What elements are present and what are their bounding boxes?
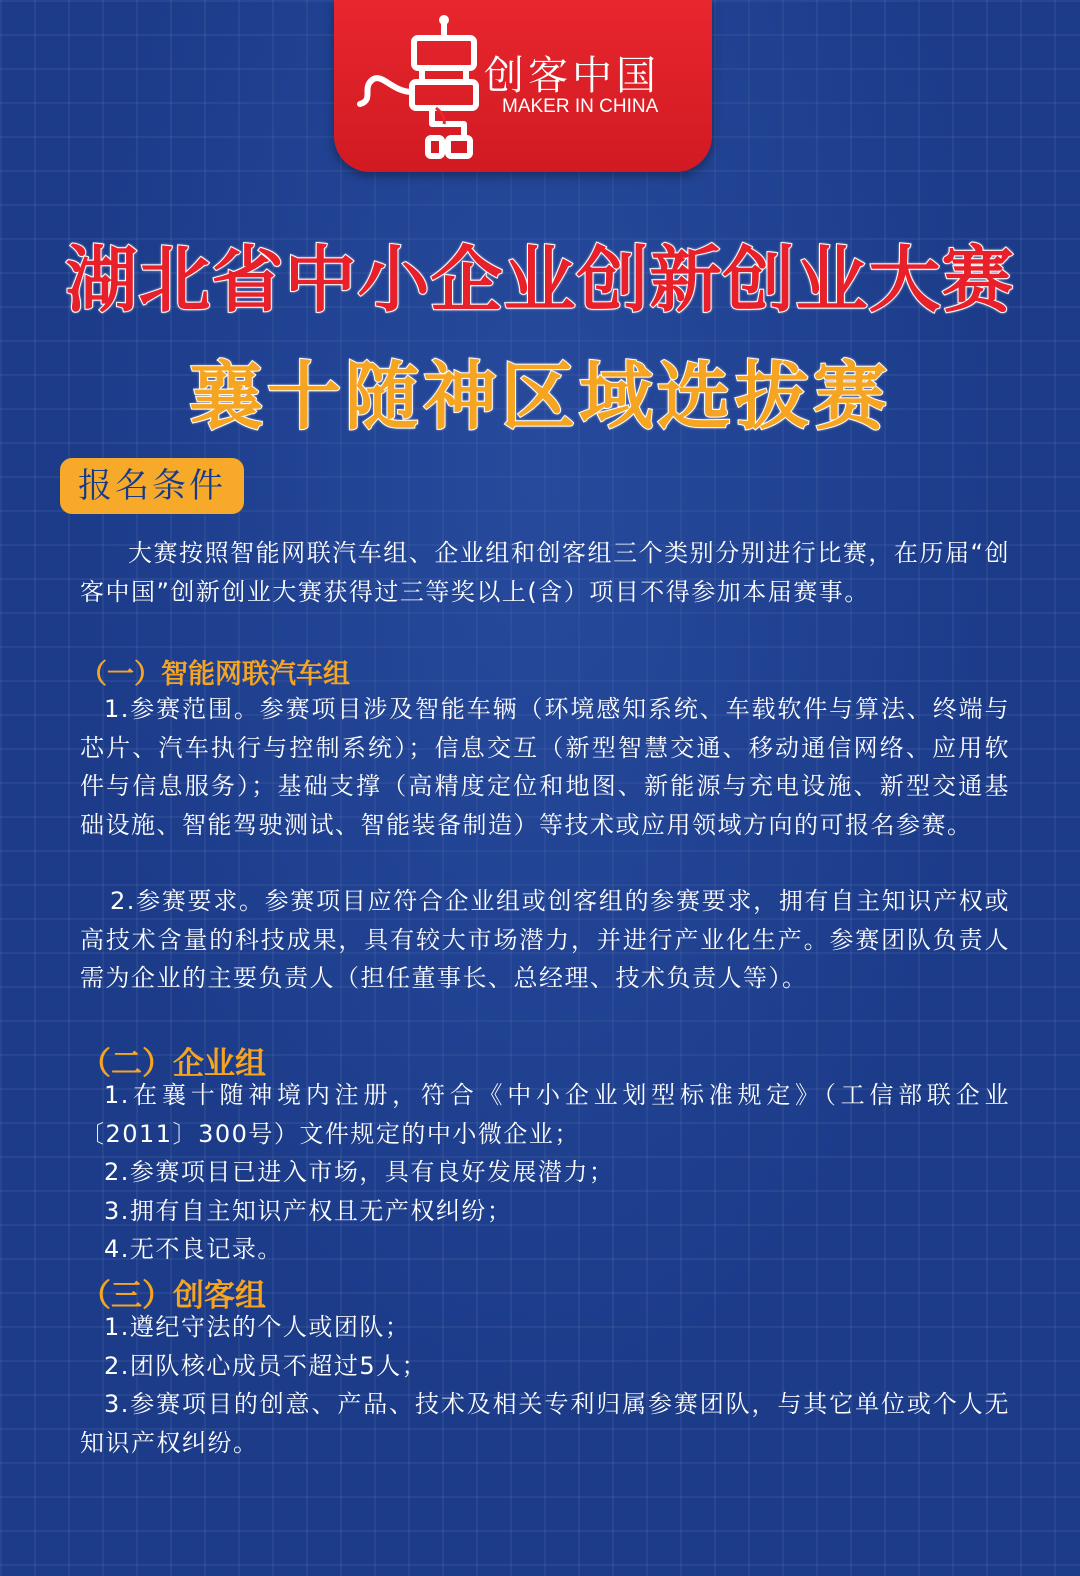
logo-banner (334, 0, 712, 172)
sub-title: 襄十随神区域选拔赛 (189, 354, 891, 440)
section2-item-1: 1.在襄十随神境内注册，符合《中小企业划型标准规定》（工信部联企业〔2011〕300号）文件规定的中小微企业； (80, 1081, 1010, 1148)
section2-item-3: 3.拥有自主知识产权且无产权纠纷； (104, 1197, 513, 1225)
section-heading-2: （二）企业组 (80, 1046, 266, 1082)
section1-item-2: 2.参赛要求。参赛项目应符合企业组或创客组的参赛要求，拥有自主知识产权或高技术含量的科技成果，具有较大市场潜力，并进行产业化生产。参赛团队负责人需为企业的主要负责人（担任董事长、总经理、技术负责人等）。 (80, 887, 1010, 992)
section-badge: 报名条件 (60, 458, 244, 514)
section2-item-4: 4.无不良记录。 (104, 1235, 283, 1263)
section-heading-1: （一）智能网联汽车组 (80, 659, 350, 690)
logo-text-en: MAKER IN CHINA (502, 96, 659, 117)
section2-item-2: 2.参赛项目已进入市场，具有良好发展潜力； (104, 1158, 615, 1186)
section3-item-1: 1.遵纪守法的个人或团队； (104, 1313, 411, 1341)
robot-logo-icon (352, 12, 482, 162)
section3-item-2: 2.团队核心成员不超过5人； (104, 1352, 428, 1380)
main-title: 湖北省中小企业创新创业大赛 (65, 238, 1015, 322)
intro-paragraph: 大赛按照智能网联汽车组、企业组和创客组三个类别分别进行比赛，在历届“创客中国”创新创业大赛获得过三等奖以上(含）项目不得参加本届赛事。 (80, 539, 1010, 606)
section1-item-1: 1.参赛范围。参赛项目涉及智能车辆（环境感知系统、车载软件与算法、终端与芯片、汽车执行与控制系统）；信息交互（新型智慧交通、移动通信网络、应用软件与信息服务）；基础支撑（高精度定位和地图、新能源与充电设施、新型交通基础设施、智能驾驶测试、智能装备制造）等技术或应用领域方向的可报名参赛。 (80, 695, 1010, 839)
section-heading-3: （三）创客组 (80, 1278, 266, 1314)
logo-text-cn: 创客中国 (484, 53, 660, 99)
section3-item-3: 3.参赛项目的创意、产品、技术及相关专利归属参赛团队，与其它单位或个人无知识产权纠纷。 (80, 1390, 1010, 1457)
